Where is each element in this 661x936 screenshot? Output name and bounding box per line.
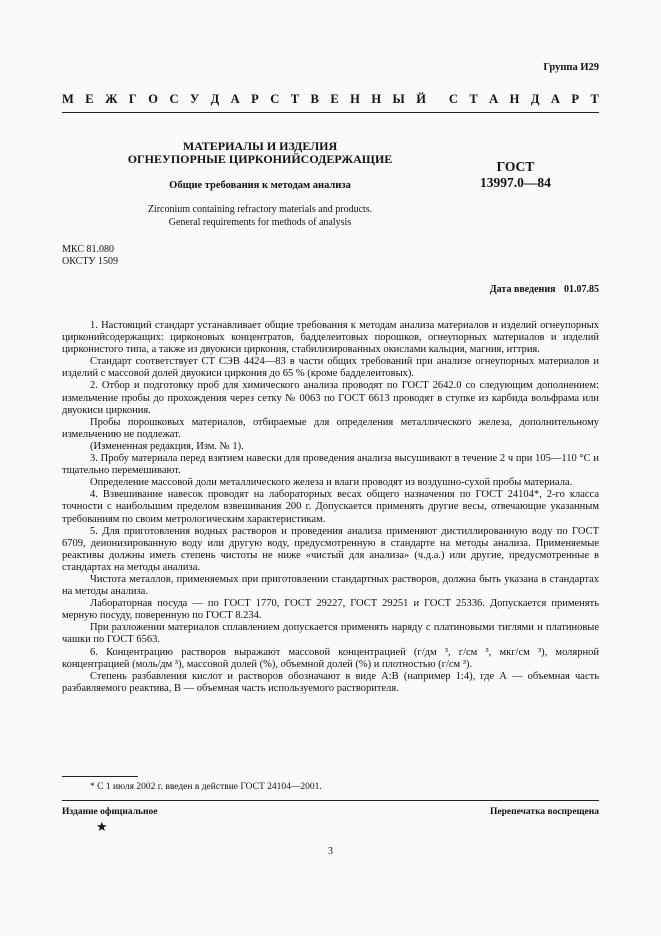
title-block (100, 140, 420, 229)
header-rule (62, 112, 599, 113)
gost-number: 13997.0—84 (480, 175, 551, 190)
footnote-rule (62, 776, 138, 777)
banner-letter: В (310, 92, 319, 106)
gost-designation (480, 159, 551, 191)
body-text (62, 320, 599, 695)
footnote: * С 1 июля 2002 г. введен в действие ГОСТ 24104—2001. (90, 782, 322, 792)
english-title-line-1: Zirconium containing refractory materials and products. (147, 204, 373, 215)
paragraph: Стандарт соответствует СТ СЭВ 4424—83 в части общих требований при анализе огнеупорных материалов и изделий с массовой долей двуокиси циркония до 65 % (кроме бадделеитовых). (62, 356, 599, 380)
banner-letter: Р (571, 92, 580, 106)
paragraph: 4. Взвешивание навесок проводят на лабораторных весах общего назначения по ГОСТ 24104*, 2-го класса точности с наибольшим пределом взвешивания 200 г. Допускается применять другие весы, отвечающие указанным требованиям по своим метрологическим характеристикам. (62, 489, 599, 525)
banner-letter: С (169, 92, 179, 106)
okstu-code: ОКСТУ 1509 (62, 256, 119, 267)
english-title-line-2: General requirements for methods of analysis (168, 217, 352, 228)
intro-date-value: 01.07.85 (564, 284, 599, 295)
banner-letter: Ы (392, 92, 405, 106)
banner-letter: Й (416, 92, 426, 106)
mks-code: МКС 81.080 (62, 244, 114, 255)
paragraph: При разложении материалов сплавлением допускается применять наряду с платиновыми тиглями и платиновые чашки по ГОСТ 6563. (62, 622, 599, 646)
group-code: Группа И29 (543, 62, 599, 73)
paragraph: Определение массовой доли металлического железа и влаги проводят из воздушно-сухой пробы материала. (90, 477, 573, 489)
paragraph: 1. Настоящий стандарт устанавливает общие требования к методам анализа материалов и изделий огнеупорных цирконийсодержащих: цирконовых концентратов, бадделеитовых порошков, огнеупорных материалов и изделий цирконистого типа, а также из двуокиси циркония, стабилизированных окислами кальция, магния, иттрия. (62, 320, 599, 356)
paragraph: (Измененная редакция, Изм. № 1). (90, 440, 244, 452)
title-subtitle: Общие требования к методам анализа (169, 180, 351, 191)
footer-rule (62, 800, 599, 801)
banner-letter: О (148, 92, 159, 106)
banner-letter: Н (371, 92, 382, 106)
paragraph: Чистота металлов, применяемых при приготовлении стандартных растворов, должна быть указана в стандартах на методы анализа. (62, 573, 599, 598)
banner-letter: Т (590, 92, 599, 106)
title-line-1: МАТЕРИАЛЫ И ИЗДЕЛИЯ (182, 139, 338, 153)
classification-codes (62, 244, 118, 268)
official-edition: Издание официальное (62, 807, 158, 817)
title-line-2: ОГНЕУПОРНЫЕ ЦИРКОНИЙСОДЕРЖАЩИЕ (127, 152, 393, 166)
banner-letter: Н (509, 92, 520, 106)
banner-letter: С (448, 92, 458, 106)
gost-label: ГОСТ (496, 159, 535, 174)
banner-letter: С (270, 92, 280, 106)
english-title (100, 203, 420, 229)
banner-letter: Т (469, 92, 478, 106)
banner-letter: Д (530, 92, 540, 106)
reprint-notice: Перепечатка воспрещена (489, 807, 599, 817)
paragraph: 5. Для приготовления водных растворов и проведения анализа применяют дистиллированную воду по ГОСТ 6709, деионизированную воду или другую воду, предусмотренную в стандарте на методы анализа. Применяемые реактивы должны иметь степень чистоты не ниже «чистый для анализа» (ч.д.а.) или другие, предусмотренные в стандартах на методы анализа. (62, 525, 599, 573)
paragraph: Лабораторная посуда — по ГОСТ 1770, ГОСТ 29227, ГОСТ 29251 и ГОСТ 25336. Допускается применять мерную посуду, поверенную по ГОСТ 8.234. (62, 598, 599, 622)
banner-letter: Г (128, 92, 137, 106)
paragraph: Пробы порошковых материалов, отбираемые для определения металлического железа, дополнительному измельчению не подлежат. (62, 416, 599, 440)
paragraph: 2. Отбор и подготовку проб для химического анализа проводят по ГОСТ 2642.0 со следующим дополнением: измельчение пробы до прохождения через сетку № 0063 по ГОСТ 6613 проводят в ступке из карбида вольфрама или двуокиси циркония. (62, 380, 599, 416)
paragraph: Степень разбавления кислот и растворов обозначают в виде А:В (например 1:4), где А — объемная часть разбавляемого реактива, В — объемная часть используемого растворителя. (62, 670, 599, 694)
intro-date-label: Дата введения (489, 284, 556, 295)
banner-letter: Е (330, 92, 339, 106)
banner-letter: Н (350, 92, 360, 106)
introduction-date (490, 284, 599, 295)
paragraph: 6. Концентрацию растворов выражают массовой концентрацией (г/дм ³, г/см ³, мкг/см ³), молярной концентрацией (моль/дм ³), массовой долей (%), объемной долей (%) и плотностью (г/см ³). (62, 646, 599, 670)
paragraph: 3. Пробу материала перед взятием навески для проведения анализа высушивают в течение 2 ч при 105—110 °С и тщательно перемешивают. (62, 453, 599, 477)
star-icon: ★ (96, 819, 108, 834)
banner-letter: А (550, 92, 560, 106)
banner-letter: Д (210, 92, 220, 106)
banner-letter: Р (251, 92, 259, 106)
banner-letter: Т (290, 92, 300, 106)
banner-letter: А (230, 92, 240, 106)
banner-letter: М (62, 92, 74, 106)
banner-letter: Ж (105, 92, 118, 106)
banner-letter: Е (85, 92, 94, 106)
standard-banner (62, 92, 599, 107)
banner-letter: У (189, 92, 200, 106)
page-number: 3 (328, 846, 333, 857)
banner-letter: А (489, 92, 499, 106)
